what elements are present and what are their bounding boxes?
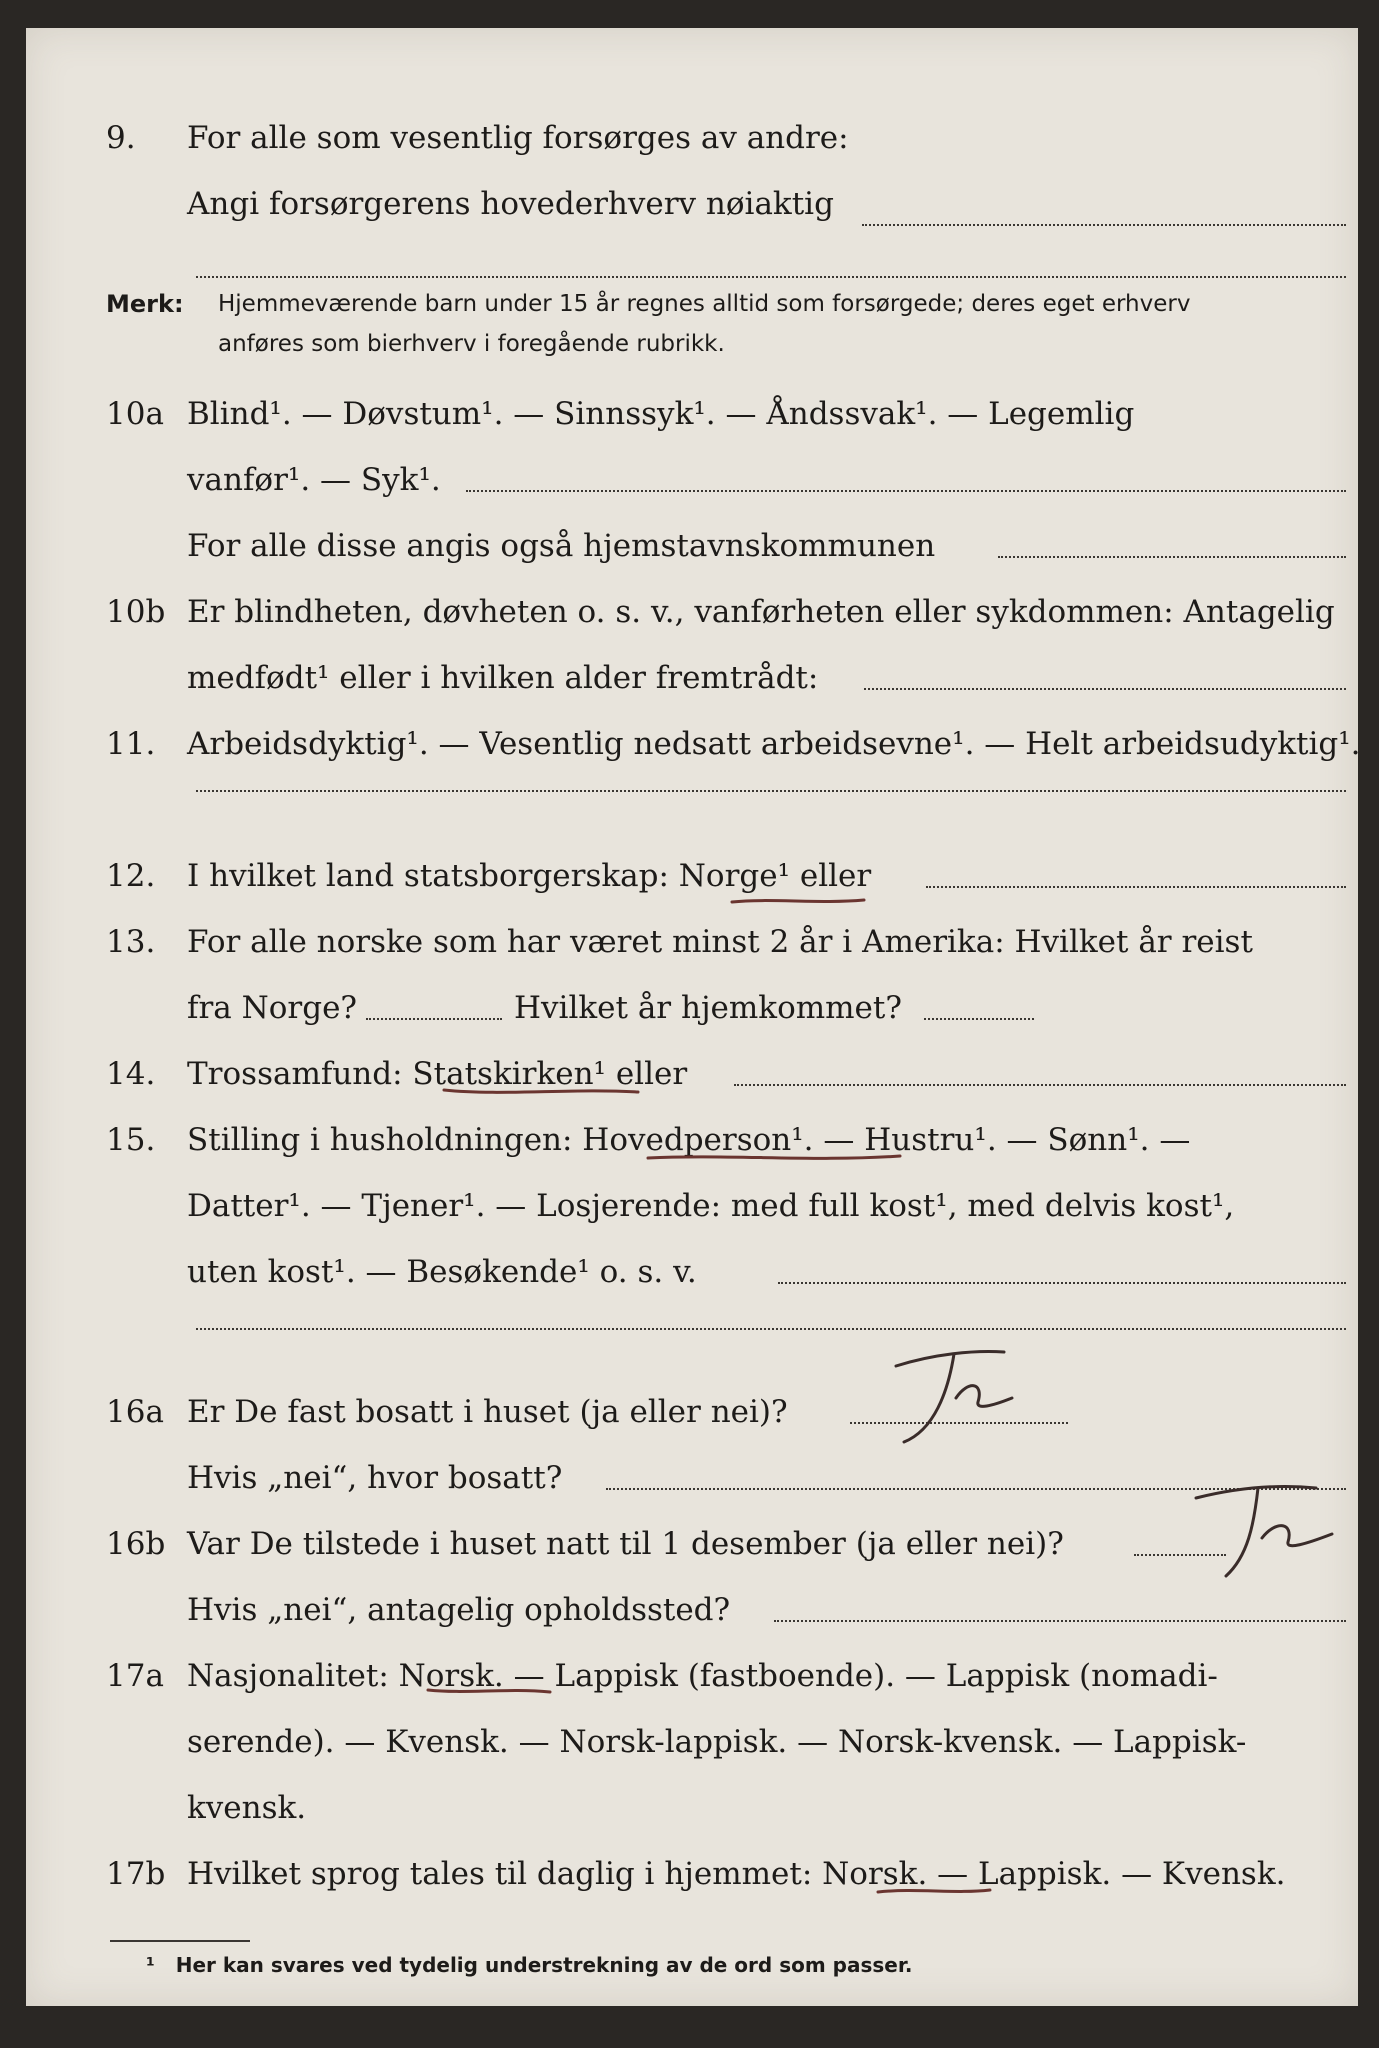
underline-norsk-17a	[426, 1682, 556, 1702]
question-16b-line-2	[26, 1584, 1358, 1636]
question-text: For alle disse angis også hjemstavnskommunen	[187, 528, 936, 564]
answer-line	[366, 1018, 502, 1020]
question-text: Hvilket sprog tales til daglig i hjemmet: Norsk. — Lappisk. — Kvensk.	[187, 1856, 1286, 1892]
question-16b	[26, 1518, 1358, 1570]
question-10b-line-2	[26, 652, 1358, 704]
census-form-page	[26, 28, 1361, 2006]
question-text: Angi forsørgerens hovederhverv nøiaktig	[187, 186, 834, 222]
answer-line	[864, 688, 1346, 690]
question-number: 17a	[106, 1658, 164, 1694]
question-16a-line-2	[26, 1452, 1358, 1504]
answer-line	[196, 276, 1346, 278]
question-number: 11.	[106, 726, 156, 762]
answer-line	[196, 1328, 1346, 1330]
question-text: For alle som vesentlig forsørges av andre:	[187, 120, 849, 156]
question-text: Arbeidsdyktig¹. — Vesentlig nedsatt arbeidsevne¹. — Helt arbeidsudyktig¹.	[187, 726, 1361, 762]
note-label: Merk:	[106, 290, 184, 318]
footnote-mark: ¹	[146, 1953, 155, 1977]
question-13-line-2	[26, 982, 1358, 1034]
question-10a-line-3	[26, 520, 1358, 572]
footnote	[146, 1953, 912, 1977]
question-17b	[26, 1848, 1358, 1900]
question-9-line-2	[26, 178, 1358, 230]
answer-line	[926, 886, 1346, 888]
question-10a	[26, 388, 1358, 440]
question-text: Hvis „nei“, hvor bosatt?	[187, 1460, 563, 1496]
question-14	[26, 1048, 1358, 1100]
answer-line	[466, 490, 1346, 492]
question-number: 15.	[106, 1122, 156, 1158]
question-text: Hvilket år hjemkommet?	[514, 990, 902, 1026]
question-text: serende). — Kvensk. — Norsk-lappisk. — Norsk-kvensk. — Lappisk-	[187, 1724, 1247, 1760]
answer-line	[998, 556, 1346, 558]
question-text: Nasjonalitet: Norsk. — Lappisk (fastboende). — Lappisk (nomadi-	[187, 1658, 1218, 1694]
question-text: Trossamfund: Statskirken¹ eller	[187, 1056, 688, 1092]
question-number: 10b	[106, 594, 166, 630]
underline-norge	[730, 892, 870, 912]
question-text: I hvilket land statsborgerskap: Norge¹ eller	[187, 858, 872, 894]
question-number: 13.	[106, 924, 156, 960]
question-text: Er De fast bosatt i huset (ja eller nei)?	[187, 1394, 788, 1430]
question-text: uten kost¹. — Besøkende¹ o. s. v.	[187, 1254, 697, 1290]
question-text: Datter¹. — Tjener¹. — Losjerende: med full kost¹, med delvis kost¹,	[187, 1188, 1235, 1224]
answer-line	[778, 1282, 1346, 1284]
note-merk-line-2	[26, 324, 1358, 376]
question-17a-line-2	[26, 1716, 1358, 1768]
question-15-line-3	[26, 1246, 1358, 1298]
handwritten-answer-16a	[864, 1332, 1044, 1462]
footnote-divider	[110, 1940, 250, 1942]
question-text: Stilling i husholdningen: Hovedperson¹. — Hustru¹. — Sønn¹. —	[187, 1122, 1191, 1158]
question-text: kvensk.	[187, 1790, 307, 1826]
question-9	[26, 112, 1358, 164]
note-text: Hjemmeværende barn under 15 år regnes alltid som forsørgede; deres eget erhverv	[218, 291, 1191, 317]
note-text: anføres som bierhverv i foregående rubrikk.	[218, 331, 725, 357]
underline-statskirken	[442, 1082, 642, 1102]
question-number: 12.	[106, 858, 156, 894]
question-number: 17b	[106, 1856, 166, 1892]
question-10b	[26, 586, 1358, 638]
question-number: 10a	[106, 396, 164, 432]
answer-line	[196, 790, 1346, 792]
question-number: 16a	[106, 1394, 164, 1430]
answer-line	[924, 1018, 1034, 1020]
question-number: 16b	[106, 1526, 166, 1562]
question-text: For alle norske som har været minst 2 år i Amerika: Hvilket år reist	[187, 924, 1253, 960]
question-text: Blind¹. — Døvstum¹. — Sinnssyk¹. — Åndssvak¹. — Legemlig	[187, 396, 1135, 432]
question-15-line-2	[26, 1180, 1358, 1232]
answer-line	[862, 224, 1346, 226]
handwritten-answer-16b	[1166, 1464, 1356, 1594]
underline-norsk-17b	[876, 1882, 996, 1902]
question-text: vanfør¹. — Syk¹.	[187, 462, 441, 498]
question-text: fra Norge?	[187, 990, 358, 1026]
question-16a	[26, 1386, 1358, 1438]
question-11	[26, 718, 1361, 770]
question-13	[26, 916, 1358, 968]
question-text: Er blindheten, døvheten o. s. v., vanførheten eller sykdommen: Antagelig	[187, 594, 1335, 630]
question-17a-line-3	[26, 1782, 1358, 1834]
question-12	[26, 850, 1358, 902]
question-text: medfødt¹ eller i hvilken alder fremtrådt:	[187, 660, 819, 696]
underline-hovedperson	[646, 1148, 906, 1168]
answer-line	[774, 1620, 1346, 1622]
question-17a	[26, 1650, 1358, 1702]
question-text: Var De tilstede i huset natt til 1 desember (ja eller nei)?	[187, 1526, 1064, 1562]
question-number: 14.	[106, 1056, 156, 1092]
question-number: 9.	[106, 120, 136, 156]
answer-line	[734, 1084, 1346, 1086]
question-text: Hvis „nei“, antagelig opholdssted?	[187, 1592, 731, 1628]
footnote-text: Her kan svares ved tydelig understrekning av de ord som passer.	[175, 1953, 913, 1977]
question-10a-line-2	[26, 454, 1358, 506]
